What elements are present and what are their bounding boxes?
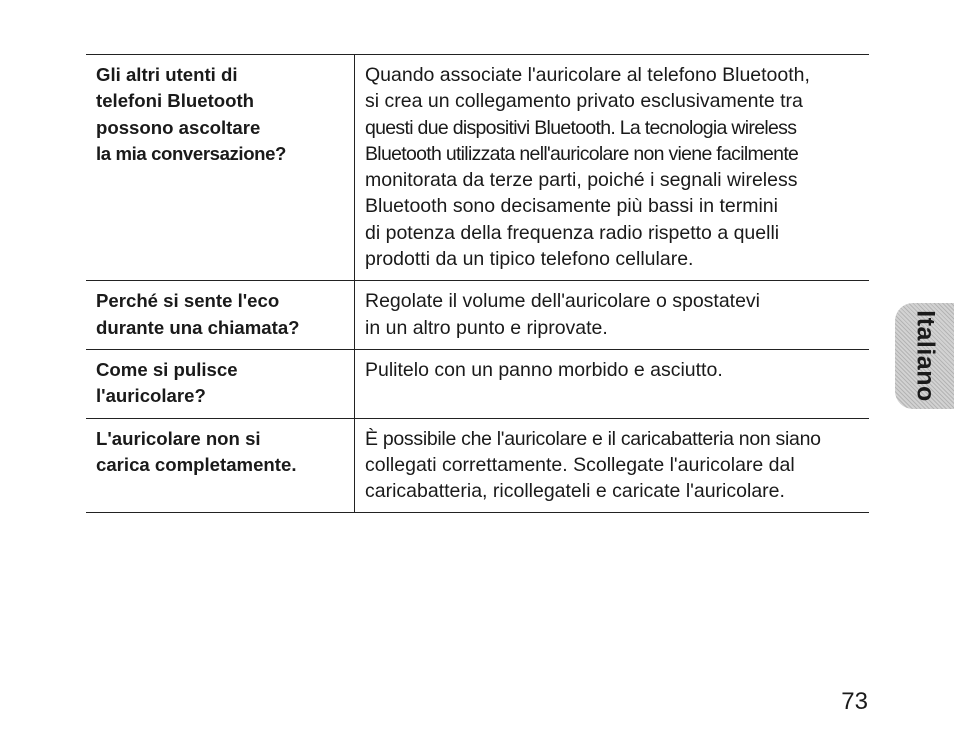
answer-line: collegati correttamente. Scollegate l'auricolare dal [365, 453, 795, 476]
question-line: Gli altri utenti di [96, 64, 238, 85]
answer-line: Pulitelo con un panno morbido e asciutto. [365, 358, 723, 381]
faq-answer [355, 281, 870, 350]
question-line: durante una chiamata? [96, 316, 300, 338]
faq-row [86, 281, 869, 350]
faq-row [86, 349, 869, 418]
faq-question [86, 281, 355, 350]
question-line: carica completamente. [96, 453, 297, 475]
question-line: Perché si sente l'eco [96, 290, 280, 312]
language-tab [895, 303, 954, 409]
page-number: 73 [841, 688, 868, 715]
faq-answer [355, 418, 870, 513]
question-line: L'auricolare non si [96, 427, 261, 449]
faq-answer [355, 349, 870, 418]
answer-line: caricabatteria, ricollegateli e caricate l'auricolare. [365, 480, 785, 503]
faq-question [86, 349, 355, 418]
answer-line: Bluetooth sono decisamente più bassi in termini [365, 195, 778, 218]
answer-line: prodotti da un tipico telefono cellulare. [365, 248, 694, 271]
question-line: l'auricolare? [96, 385, 206, 407]
faq-question [86, 418, 355, 513]
question-line: Come si pulisce [96, 358, 238, 380]
faq-row [86, 418, 869, 513]
faq-table [86, 54, 869, 513]
answer-line: questi due dispositivi Bluetooth. La tecnologia wireless [365, 116, 797, 139]
answer-line: Quando associate l'auricolare al telefono Bluetooth, [365, 64, 810, 86]
question-line: telefoni Bluetooth [96, 90, 255, 112]
faq-question [86, 55, 355, 281]
answer-line: di potenza della frequenza radio rispetto a quelli [365, 221, 780, 244]
language-tab-label: Italiano [911, 310, 939, 402]
answer-line: si crea un collegamento privato esclusivamente tra [365, 90, 803, 113]
faq-row [86, 55, 869, 281]
answer-line: monitorata da terze parti, poiché i segnali wireless [365, 169, 798, 192]
faq-answer [355, 55, 870, 281]
answer-line: Regolate il volume dell'auricolare o spostatevi [365, 290, 761, 313]
answer-line: Bluetooth utilizzata nell'auricolare non viene facilmente [365, 142, 799, 165]
question-line: possono ascoltare [96, 116, 261, 138]
answer-line: in un altro punto e riprovate. [365, 316, 608, 339]
answer-line: È possibile che l'auricolare e il caricabatteria non siano [365, 427, 821, 450]
question-line: la mia conversazione? [96, 142, 287, 164]
